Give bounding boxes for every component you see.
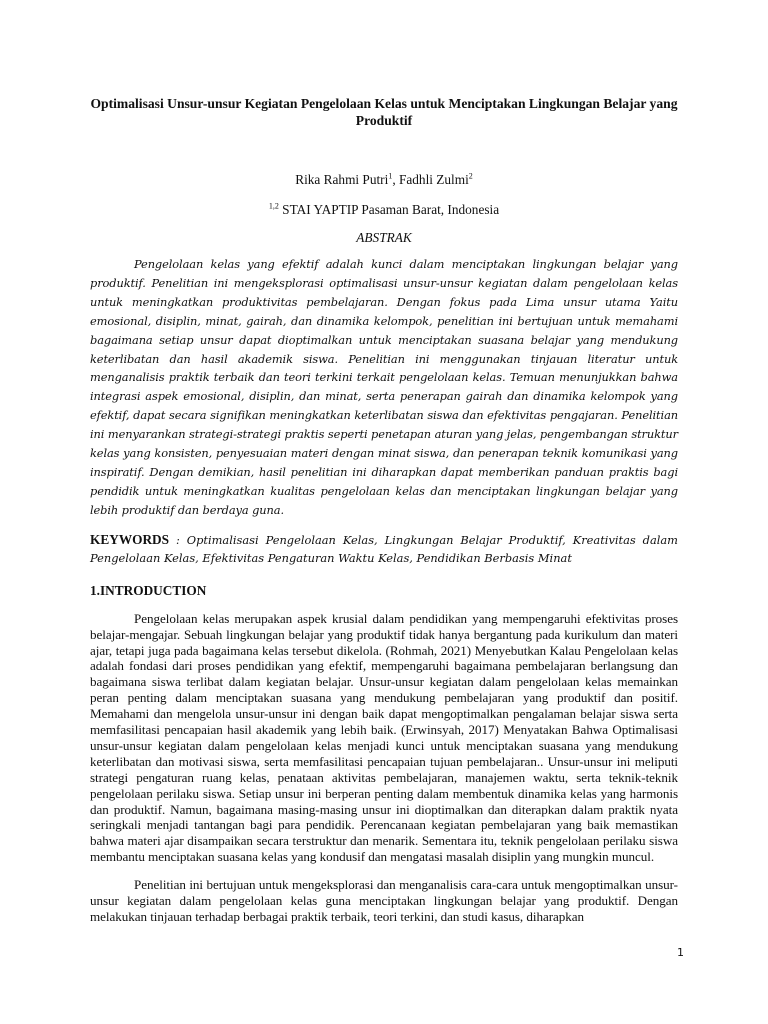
author-line bbox=[90, 171, 678, 188]
page-number: 1 bbox=[677, 946, 684, 959]
keywords-label: KEYWORDS bbox=[90, 531, 170, 547]
affiliation-text: STAI YAPTIP Pasaman Barat, Indonesia bbox=[278, 202, 500, 217]
abstract-heading: ABSTRAK bbox=[356, 230, 412, 245]
page-content bbox=[90, 95, 678, 925]
paper-title: Optimalisasi Unsur-unsur Kegiatan Pengelolaan Kelas untuk Menciptakan Lingkungan Belajar yang Produktif bbox=[90, 96, 678, 128]
keywords-block bbox=[90, 531, 678, 568]
body-paragraph: Pengelolaan kelas merupakan aspek krusial dalam pendidikan yang mempengaruhi efektivitas proses belajar-mengajar. Sebuah lingkungan belajar yang produktif tidak hanya bergantung pada kurikulum dan materi ajar, tetapi juga pada bagaimana kelas tersebut dikelola. (Rohmah, 2021) Menyebutkan Kalau Pengelolaan kelas adalah fondasi dari proses pendidikan yang efektif, mempengaruhi bagaimana pembelajaran berlangsung dan bagaimana siswa terlibat dalam kegiatan belajar. Unsur-unsur kegiatan dalam pengelolaan kelas memainkan peran penting dalam menciptakan suasana yang mendukung pembelajaran yang produktif dan positif. Memahami dan mengelola unsur-unsur ini dengan baik dapat mengoptimalkan pengalaman belajar siswa serta memfasilitasi pencapaian hasil akademik yang lebih baik. (Erwinsyah, 2017) Menyatakan Bahwa Optimalisasi unsur-unsur kegiatan dalam pengelolaan kelas menjadi kunci untuk menciptakan suasana yang mendukung keterlibatan dan motivasi siswa, serta memfasilitasi pencapaian tujuan pembelajaran.. Unsur-unsur ini meliputi strategi pengaturan ruang kelas, penataan aktivitas pembelajaran, manajemen waktu, serta teknik-teknik pengelolaan perilaku siswa. Setiap unsur ini berperan penting dalam membentuk dinamika kelas yang harmonis dan produktif. Namun, bagaimana masing-masing unsur ini dioptimalkan dan diterapkan dalam praktik nyata seringkali menjadi tantangan bagi para pendidik. Perencanaan kegiatan pembelajaran yang baik memastikan bahwa materi ajar disampaikan secara terstruktur dan menarik. Sementara itu, teknik pengelolaan perilaku siswa membantu menciptakan suasana kelas yang kondusif dan mengatasi masalah disiplin yang mungkin muncul. bbox=[90, 610, 678, 865]
keywords-text: : Optimalisasi Pengelolaan Kelas, Lingkungan Belajar Produktif, Kreativitas dalam Pengelolaan Kelas, Efektivitas Pengaturan Waktu Kelas, Pendidikan Berbasis Minat bbox=[90, 532, 678, 566]
section-heading: 1.INTRODUCTION bbox=[90, 582, 207, 598]
abstract-text: Pengelolaan kelas yang efektif adalah kunci dalam menciptakan lingkungan belajar yang produktif. Penelitian ini mengeksplorasi optimalisasi unsur-unsur kegiatan dalam pengelolaan kelas untuk meningkatkan produktivitas pembelajaran. Dengan fokus pada Lima unsur utama Yaitu emosional, disiplin, minat, gairah, dan dinamika kelompok, penelitian ini bertujuan untuk memahami bagaimana setiap unsur dapat dioptimalkan untuk menciptakan suasana belajar yang mendukung keterlibatan dan hasil akademik siswa. Penelitian ini menggunakan tinjauan literatur untuk menganalisis praktik terbaik dan teori terkini terkait pengelolaan kelas. Temuan menunjukkan bahwa integrasi aspek emosional, disiplin, dan minat, serta penerapan gairah dan dinamika kelompok yang efektif, dapat secara signifikan meningkatkan keterlibatan siswa dan efektivitas pengajaran. Penelitian ini menyarankan strategi-strategi praktis seperti penetapan aturan yang jelas, pengembangan struktur kelas yang konsisten, penyesuaian materi dengan minat siswa, dan penerapan teknik komunikasi yang inspiratif. Dengan demikian, hasil penelitian ini diharapkan dapat memberikan panduan praktis bagi pendidik untuk meningkatkan kualitas pengelolaan kelas dan menciptakan lingkungan belajar yang lebih produktif dan berdaya guna. bbox=[90, 257, 678, 517]
author-affiliation-mark: 1 bbox=[388, 171, 393, 181]
author-affiliation-mark: 2 bbox=[468, 171, 473, 181]
author-name: Fadhli Zulmi bbox=[398, 172, 469, 187]
author-separator: , bbox=[392, 172, 399, 187]
affiliation-line bbox=[90, 201, 678, 218]
affiliation-mark: 1,2 bbox=[268, 201, 279, 211]
author-name: Rika Rahmi Putri bbox=[295, 172, 389, 187]
body-paragraph: Penelitian ini bertujuan untuk mengeksplorasi dan menganalisis cara-cara untuk mengoptimalkan unsur-unsur kegiatan dalam pengelolaan kelas guna menciptakan lingkungan belajar yang produktif. Dengan melakukan tinjauan terhadap berbagai praktik terbaik, teori terkini, dan studi kasus, diharapkan bbox=[90, 877, 678, 924]
